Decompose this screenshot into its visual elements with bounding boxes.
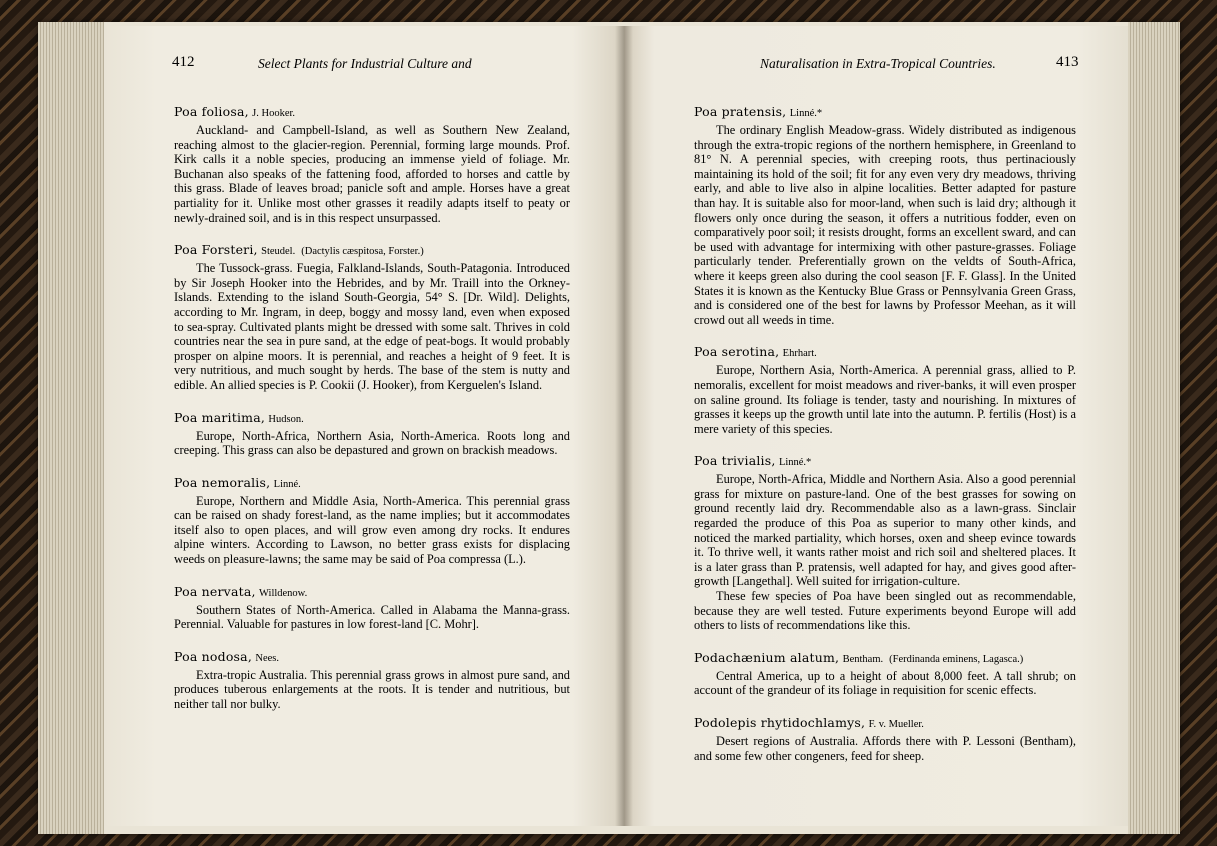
species-description: Central America, up to a height of about 8,000 feet. A tall shrub; on account of the grandeur of its foliage in requisition for scenic effects. <box>694 668 1076 698</box>
species-description: The ordinary English Meadow-grass. Widely distributed as indigenous through the extra-tropic regions of the northern hemisphere, in Greenland to 81° N. A perennial species, with creeping roots, thus pertinaciously maintaining its hold of the soil; fit for any even very dry meadows, thriving early, and able to live also in alpine localities. Better adapted for pasture than hay. It is suitable also for moor-land, when such is laid dry; although it flowers only once during the season, it offers a nutritious fodder, even on comparatively poor soil; it resists drought, forms an excellent sward, and can be used with advantage for intermixing with other pasture-grasses. Foliage particularly tender. Preferentially grown on the veldts of South-Africa, where it keeps green also during the cool season [F. F. Glass]. In the United States it is known as the Kentucky Blue Grass or Pennsylvania Green Grass, and is considered one of the best for lawns by Professor Meehan, as it will crowd out all weeds in time. <box>694 123 1076 327</box>
species-authority: Willdenow. <box>259 587 308 599</box>
species-heading <box>174 241 570 260</box>
species-authority: Hudson. <box>268 413 304 425</box>
species-name: Podolepis rhytidochlamys, <box>694 715 866 730</box>
species-entry <box>694 649 1076 698</box>
running-head-right: Naturalisation in Extra-Tropical Countries. <box>760 56 996 71</box>
species-heading <box>174 474 570 493</box>
species-heading <box>694 714 1076 733</box>
species-name: Poa serotina, <box>694 344 780 360</box>
book-gutter <box>615 26 633 826</box>
species-synonym: (Dactylis cæspitosa, Forster.) <box>301 246 424 258</box>
species-heading <box>694 343 1076 362</box>
species-description: Southern States of North-America. Called in Alabama the Manna-grass. Perennial. Valuable for pastures in low forest-land [C. Mohr]. <box>174 602 570 632</box>
species-name: Poa foliosa, <box>174 104 249 119</box>
species-synonym: (Ferdinanda eminens, Lagasca.) <box>889 653 1024 665</box>
species-authority: Nees. <box>255 652 279 664</box>
species-name: Poa pratensis, <box>694 104 787 119</box>
species-heading <box>174 583 570 602</box>
species-heading <box>694 103 1076 122</box>
species-entry <box>174 648 570 712</box>
species-name: Poa nodosa, <box>174 648 252 664</box>
species-description: Europe, Northern and Middle Asia, North-America. This perennial grass can be raised on shady forest-land, as the name implies; but it accommodates itself also to open places, and will grow even among dry rocks. It endures alpine winters. According to Lawson, no better grass exists for displacing weeds on pleasure-lawns; the same may be said of Poa compressa (L.). <box>174 493 570 567</box>
page-edges-left <box>38 22 104 834</box>
species-entry <box>174 241 570 392</box>
species-entry <box>174 409 570 458</box>
species-description: The Tussock-grass. Fuegia, Falkland-Islands, South-Patagonia. Introduced by Sir Joseph Hooker into the Hebrides, and by Mr. Traill into the Orkney-Islands. Extending to the island South-Georgia, 54° S. [Dr. Wild]. Delights, according to Mr. Ingram, in deep, boggy and mossy land, even when exposed to sea-spray. Cultivated plants might be dressed with some salt. Thrives in cold countries near the sea in pure sand, at the edge of peat-bogs. It would probably prosper on alpine moors. It is perennial, and reaches a height of 9 feet. It is very nutritious, and much sought by herds. The base of the stem is nutty and edible. An allied species is P. Cookii (J. Hooker), from Kerguelen's Island. <box>174 261 570 392</box>
species-heading <box>694 452 1076 471</box>
species-entry <box>694 452 1076 633</box>
page-edges-right <box>1128 22 1180 834</box>
species-authority: F. v. Mueller. <box>868 719 924 730</box>
species-entry <box>694 343 1076 436</box>
species-name: Poa nervata, <box>174 583 256 599</box>
species-description: Extra-tropic Australia. This perennial grass grows in almost pure sand, and produces tuberous enlargements at the roots. It is tender and nutritious, but neither tall nor bulky. <box>174 667 570 712</box>
species-entry <box>174 474 570 567</box>
species-description: Desert regions of Australia. Affords there with P. Lessoni (Bentham), and some few other congeners, feed for sheep. <box>694 734 1076 763</box>
species-name: Poa nemoralis, <box>174 474 271 490</box>
species-name: Podachænium alatum, <box>694 649 840 665</box>
species-description: These few species of Poa have been singled out as recommendable, because they are well tested. Future experiments beyond Europe will add others to lists of recommendations like this. <box>694 589 1076 633</box>
right-page-text <box>694 103 1076 779</box>
species-authority: Linné.* <box>778 457 812 469</box>
species-heading <box>174 648 570 667</box>
species-authority: Steudel. <box>261 246 296 258</box>
species-authority: Linné. <box>273 478 301 490</box>
page-number-left: 412 <box>172 54 195 70</box>
species-name: Poa trivialis, <box>694 453 776 469</box>
species-authority: Ehrhart. <box>782 348 817 360</box>
species-heading <box>174 409 570 428</box>
species-entry <box>174 103 570 225</box>
page-number-right: 413 <box>1056 54 1079 70</box>
species-entry <box>694 714 1076 763</box>
left-page-text <box>174 103 570 728</box>
species-authority: Linné.* <box>789 108 823 119</box>
species-name: Poa Forsteri, <box>174 242 258 258</box>
running-head-left: Select Plants for Industrial Culture and <box>258 56 472 71</box>
species-entry <box>694 103 1076 327</box>
species-authority: Bentham. <box>842 653 884 665</box>
species-description: Europe, North-Africa, Northern Asia, North-America. Roots long and creeping. This grass can also be depastured and grown on brackish meadows. <box>174 428 570 458</box>
species-authority: J. Hooker. <box>252 108 296 119</box>
species-heading <box>174 103 570 122</box>
species-heading <box>694 649 1076 668</box>
species-description: Europe, North-Africa, Middle and Northern Asia. Also a good perennial grass for mixture on pasture-land. One of the best grasses for sowing on ground recently laid dry. Recommendable also as a lawn-grass. Sinclair regarded the produce of this Poa as superior to many other kinds, and noticed the marked partiality, which horses, oxen and sheep evince towards it. To thrive well, it wants rather moist and rich soil and sheltered places. It is a later grass than P. pratensis, well adapted for hay, and gives good after-growth [Langethal]. Well suited for irrigation-culture. <box>694 472 1076 589</box>
species-name: Poa maritima, <box>174 409 266 425</box>
species-description: Auckland- and Campbell-Island, as well as Southern New Zealand, reaching almost to the glacier-region. Perennial, forming large mounds. Prof. Kirk calls it a noble species, producing an immense yield of foliage. Mr. Buchanan also speaks of the fattening food, afforded to horses and cattle by this grass. Blade of leaves broad; panicle soft and ample. Horses have a great partiality for it. Unlike most other grasses it readily adapts itself to peaty or newly-drained soil, and is in this respect unsurpassed. <box>174 123 570 225</box>
species-description: Europe, Northern Asia, North-America. A perennial grass, allied to P. nemoralis, excellent for moist meadows and river-banks, it will even prosper on saline ground. Its foliage is tender, tasty and nourishing. In mixtures of grasses it keeps up the growth until late into the autumn. P. fertilis (Host) is a mere variety of this species. <box>694 363 1076 436</box>
species-entry <box>174 583 570 632</box>
